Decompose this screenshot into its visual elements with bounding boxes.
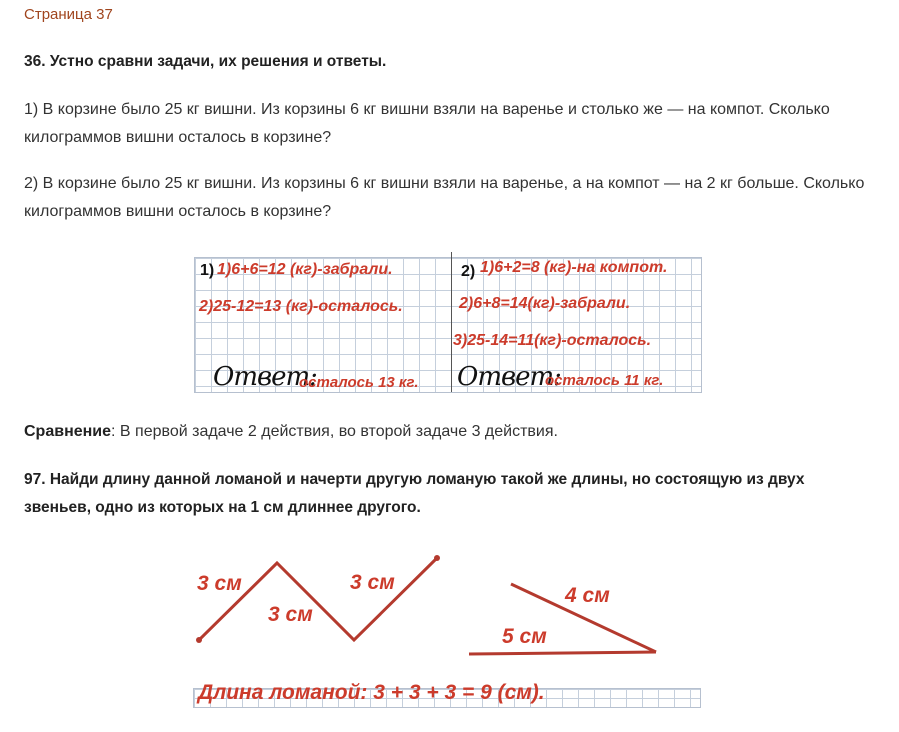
right-problem-number: 2) [461,263,476,280]
polyline-length: Длина ломаной: 3 + 3 + 3 = 9 (см). [198,681,545,704]
task97-heading: 97. Найди длину данной ломаной и начерти другую ломаную такой же длины, но состоящую из двух звеньев, одно из которых на 1 см длиннее другого. [24,471,805,516]
task36-heading: 36. Устно сравни задачи, их решения и ответы. [24,53,387,70]
segment-label-upper: 4 см [565,584,610,607]
segment-lower [469,652,656,654]
segment-label-lower: 5 см [502,625,547,648]
polyline-label-2: 3 см [268,603,313,626]
left-answer: осталось 13 кг. [299,374,419,391]
right-step-3: 3)25-14=11(кг)-осталось. [453,332,652,349]
right-answer: осталось 11 кг. [545,372,664,389]
left-answer-label: Ответ: [213,362,317,392]
right-answer-label: Ответ: [457,362,561,392]
left-problem-number: 1) [200,262,215,279]
polyline-start-dot [196,637,202,643]
comparison-body: : В первой задаче 2 действия, во второй задаче 3 действия. [111,423,558,440]
polyline-label-3: 3 см [350,571,395,594]
problem-2-text: 2) В корзине было 25 кг вишни. Из корзины 6 кг вишни взяли на варенье, а на компот — на 2 кг больше. Сколько килограммов вишни осталось в корзине? [24,175,865,220]
given-polyline [199,558,437,640]
left-step-2: 2)25-12=13 (кг)-осталось. [199,298,403,315]
polyline-label-1: 3 см [197,572,242,595]
page-label: Страница 37 [24,6,113,23]
polyline-end-dot [434,555,440,561]
right-step-1: 1)6+2=8 (кг)-на компот. [480,259,668,276]
comparison-label: Сравнение [24,423,112,440]
problem-1-text: 1) В корзине было 25 кг вишни. Из корзины 6 кг вишни взяли на варенье и столько же — на компот. Сколько килограммов вишни осталось в корзине? [24,101,830,146]
left-step-1: 1)6+6=12 (кг)-забрали. [217,261,393,278]
right-step-2: 2)6+8=14(кг)-забрали. [459,295,631,312]
